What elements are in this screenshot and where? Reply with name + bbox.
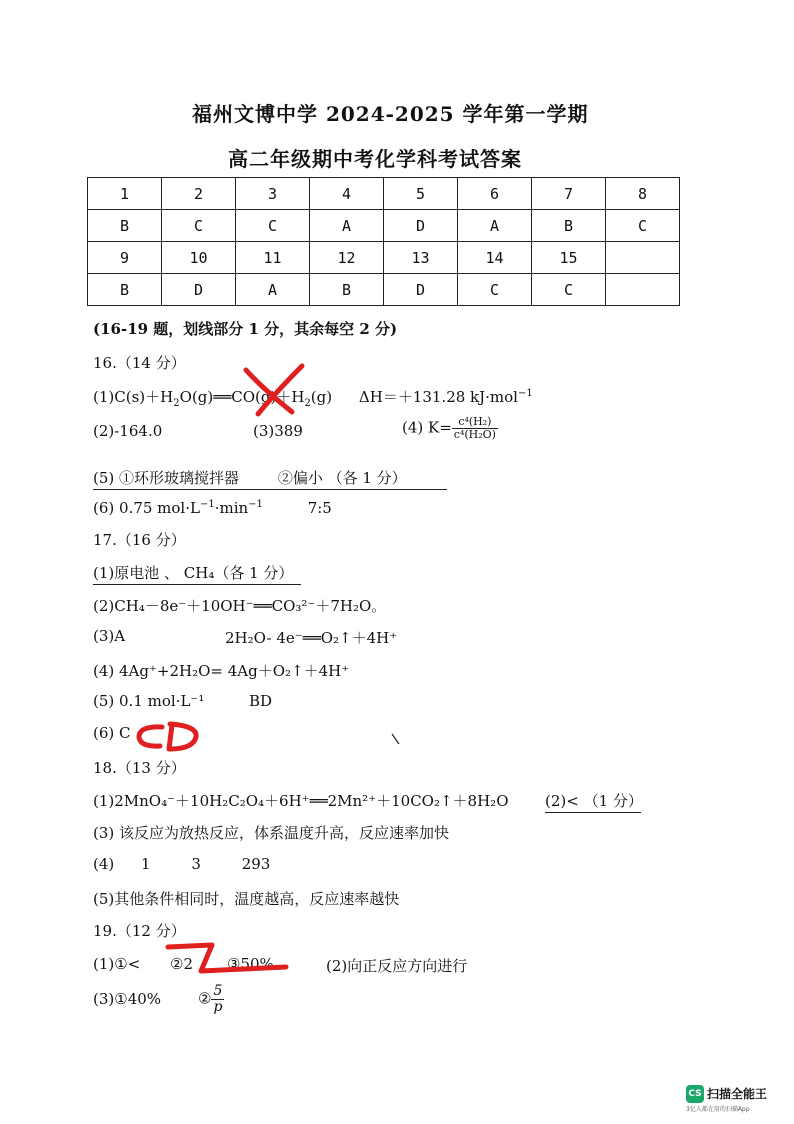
table-cell: A xyxy=(310,210,384,242)
q19-part3-a: (3)①40% xyxy=(93,990,162,1008)
q16-part1-c: (g) xyxy=(310,388,333,406)
cross-mark-stroke xyxy=(246,370,292,412)
q17-part5-b: BD xyxy=(249,692,273,710)
q16-part6-ratio: 7:5 xyxy=(307,499,332,517)
q16-enthalpy: ΔH＝＋131.28 kJ·mol$^{-1}$ xyxy=(358,388,533,406)
q18-part3: (3) 该反应为放热反应，体系温度升高，反应速率加快 xyxy=(93,824,450,842)
table-cell: 9 xyxy=(88,242,162,274)
table-cell: 12 xyxy=(310,242,384,274)
table-cell: D xyxy=(162,274,236,306)
table-cell: B xyxy=(88,274,162,306)
q19-part1-c: ③50% xyxy=(227,955,274,973)
q19-part3-b: ② $\frac{5}{p}$ xyxy=(198,983,223,1015)
table-cell: 10 xyxy=(162,242,236,274)
q17-part3-b: 2H₂O- 4e⁻══O₂↑＋4H⁺ xyxy=(225,629,398,647)
q16-part4-label: (4) K= xyxy=(402,418,452,437)
cs-logo-icon: CS xyxy=(686,1085,704,1103)
scanner-app-name: 扫描全能王 xyxy=(707,1087,768,1101)
q17-part2: (2)CH₄－8e⁻＋10OH⁻══CO₃²⁻＋7H₂O。 xyxy=(93,597,387,615)
q18-part5: (5)其他条件相同时，温度越高，反应速率越快 xyxy=(93,890,400,908)
handwritten-z xyxy=(168,945,286,971)
handwritten-c xyxy=(139,727,162,746)
scanner-tagline: 3亿人都在用的扫描App xyxy=(686,1106,750,1113)
q16-part3: (3)389 xyxy=(253,422,303,440)
q16-part1-a: (1)C(s)＋H xyxy=(93,388,174,406)
handwritten-d xyxy=(169,724,196,749)
table-cell: 6 xyxy=(458,178,532,210)
q17-part3-a: (3)A xyxy=(93,627,126,645)
q16-part2: (2)-164.0 xyxy=(93,422,163,440)
table-cell: A xyxy=(458,210,532,242)
q17-part1: (1)原电池 、 CH₄（各 1 分） xyxy=(93,562,301,585)
q18-heading: 18.（13 分） xyxy=(93,759,186,777)
table-cell: C xyxy=(236,210,310,242)
q18-part1: (1)2MnO₄⁻＋10H₂C₂O₄＋6H⁺══2Mn²⁺＋10CO₂↑＋8H₂O xyxy=(93,792,509,810)
subscript: 2 xyxy=(173,398,180,409)
table-cell: C xyxy=(606,210,680,242)
table-cell: 11 xyxy=(236,242,310,274)
q17-part5-a: (5) 0.1 mol·L⁻¹ xyxy=(93,692,205,710)
q16-part5-a: (5) ①环形玻璃搅拌器 xyxy=(93,469,240,487)
table-cell: 13 xyxy=(384,242,458,274)
table-cell: D xyxy=(384,274,458,306)
q18-part2: (2)< （1 分） xyxy=(545,790,641,813)
table-cell: C xyxy=(532,274,606,306)
title-line-1: 福州文博中学 2024-2025 学年第一学期 xyxy=(192,102,589,126)
q19-part1-b: ②2 xyxy=(170,955,193,973)
table-cell: 8 xyxy=(606,178,680,210)
table-cell: C xyxy=(458,274,532,306)
stray-mark xyxy=(392,734,399,744)
title-line-2: 高二年级期中考化学科考试答案 xyxy=(228,147,522,171)
q16-part6: (6) 0.75 $mol\cdot L^{-1}\cdot\min^{-1}$ 7:5 xyxy=(93,499,332,517)
table-cell: 15 xyxy=(532,242,606,274)
table-cell: C xyxy=(162,210,236,242)
equilibrium-constant-fraction: $\frac{\text{c⁴(H₂)}}{\text{c⁴(H₂O)}}$ xyxy=(453,415,496,441)
q19-heading: 19.（12 分） xyxy=(93,922,186,940)
table-cell: 14 xyxy=(458,242,532,274)
q16-part5-b: ②偏小 （各 1 分） xyxy=(277,469,407,487)
table-cell: 4 xyxy=(310,178,384,210)
fraction: $\frac{5}{p}$ xyxy=(213,983,223,1015)
table-cell: 7 xyxy=(532,178,606,210)
subscript: 2 xyxy=(304,398,311,409)
scoring-note: (16-19 题，划线部分 1 分，其余每空 2 分) xyxy=(93,320,398,338)
q19-part2: (2)向正反应方向进行 xyxy=(326,957,468,975)
scanner-logo xyxy=(686,1083,767,1103)
table-cell: B xyxy=(88,210,162,242)
q16-part1-b: O(g)══CO(g)＋H xyxy=(179,388,305,406)
q17-heading: 17.（16 分） xyxy=(93,531,186,549)
table-cell: D xyxy=(384,210,458,242)
table-cell: 5 xyxy=(384,178,458,210)
table-cell: B xyxy=(310,274,384,306)
q17-part4: (4) 4Ag⁺+2H₂O= 4Ag＋O₂↑＋4H⁺ xyxy=(93,662,350,680)
q18-part4: (4) 1 3 293 xyxy=(93,855,271,873)
table-cell: 2 xyxy=(162,178,236,210)
q19-part1-a: (1)①< xyxy=(93,955,141,973)
table-cell: A xyxy=(236,274,310,306)
table-cell: B xyxy=(532,210,606,242)
table-cell: 1 xyxy=(88,178,162,210)
q17-part6: (6) C xyxy=(93,724,131,742)
table-cell: 3 xyxy=(236,178,310,210)
q16-heading: 16.（14 分） xyxy=(93,354,186,372)
